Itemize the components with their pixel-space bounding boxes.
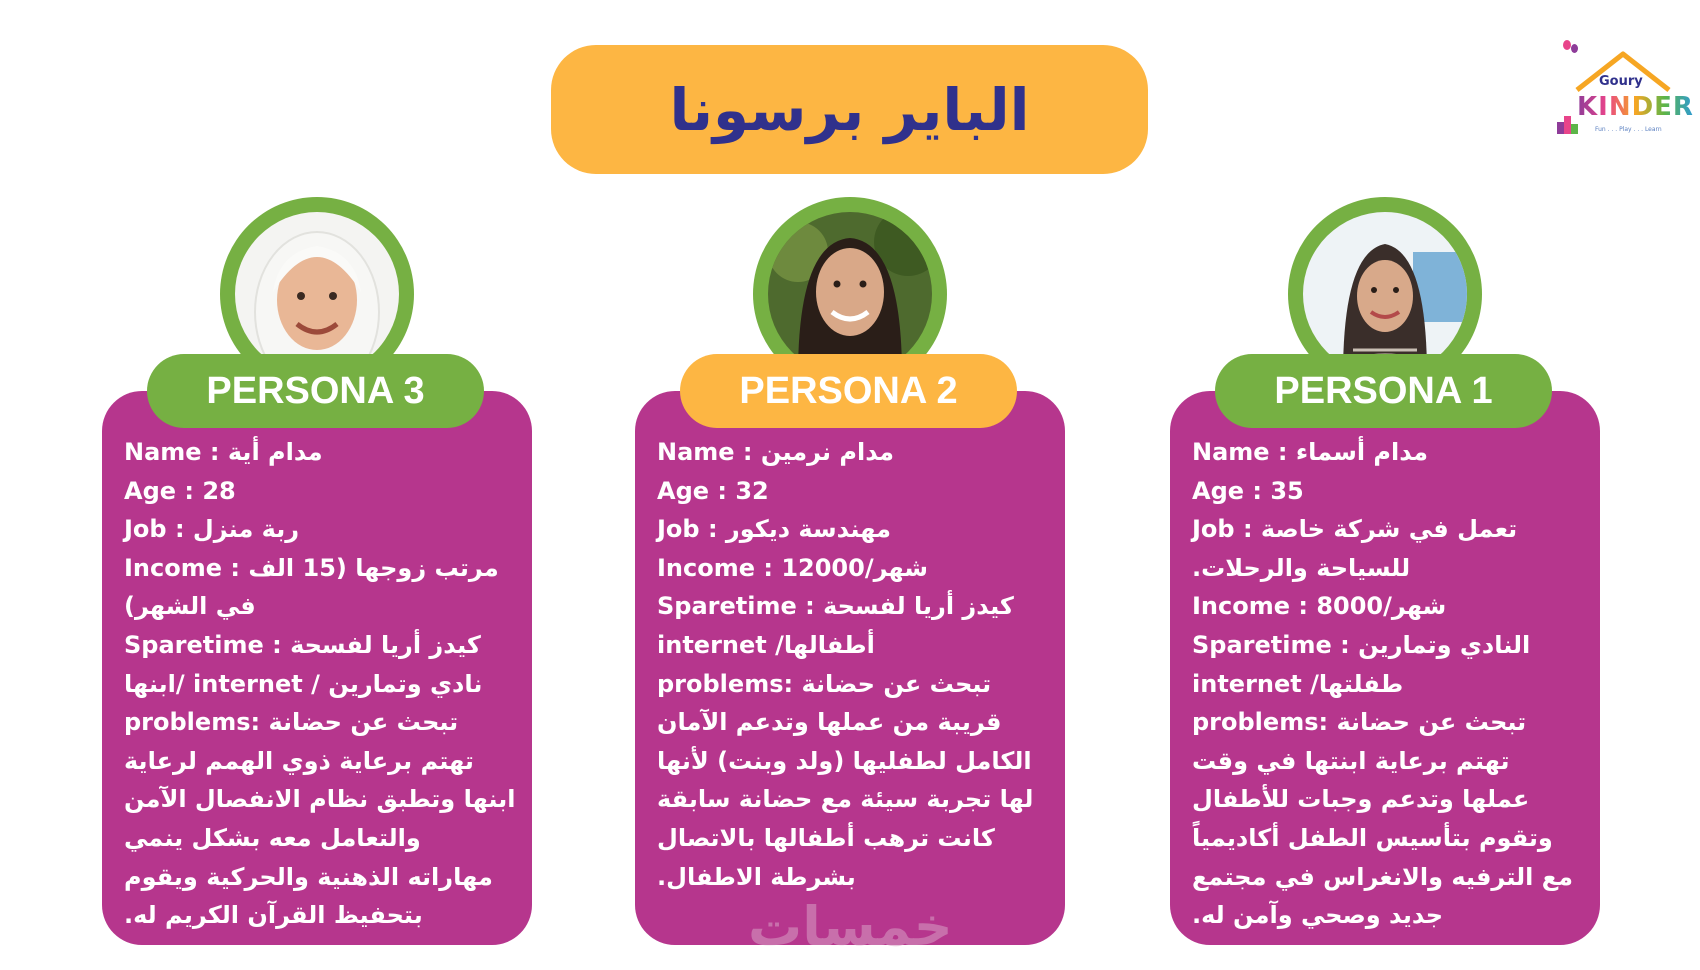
- detail-line: Name : مدام أسماء: [1192, 438, 1428, 466]
- detail-line: في الشهر): [124, 592, 256, 621]
- detail-line: الكامل لطفليها (ولد وبنت) لأنها: [657, 746, 1032, 775]
- detail-line: Sparetime : كيدز أريا لفسحة: [657, 592, 1014, 621]
- detail-line: قريبة من عملها وتدعم الآمان: [657, 708, 1002, 737]
- detail-line: Age : 32: [657, 476, 769, 505]
- detail-line: جديد وصحي وآمن له.: [1192, 901, 1444, 930]
- logo-word-goury: Goury: [1599, 74, 1643, 89]
- logo-tagline: Fun . . . Play . . . Learn: [1595, 126, 1662, 133]
- detail-line: طفلتها/ internet: [1192, 669, 1404, 698]
- detail-line: Income : 12000/شهر: [657, 553, 928, 582]
- persona-label-pill: [680, 354, 1017, 428]
- detail-line: عملها وتدعم وجبات للأطفال: [1192, 785, 1530, 814]
- persona-label-pill: [1215, 354, 1552, 428]
- toy-blocks-icon: [1557, 112, 1579, 134]
- detail-line: تهتم برعاية ذوي الهمم لرعاية: [124, 746, 474, 775]
- detail-line: مع الترفيه والانغراس في مجتمع: [1192, 862, 1573, 891]
- persona-label: PERSONA 1: [1274, 369, 1493, 412]
- persona-1-panel: [1170, 197, 1600, 955]
- persona-details: [124, 433, 524, 935]
- detail-line: نادي وتمارين / internet /ابنها: [124, 669, 483, 698]
- detail-line: Job : مهندسة ديكور: [657, 515, 891, 544]
- persona-2-panel: [635, 197, 1065, 955]
- detail-line: Job : ربة منزل: [124, 515, 300, 544]
- title-banner: [551, 45, 1148, 174]
- detail-line: تهتم برعاية ابنتها في وقت: [1192, 746, 1510, 775]
- goury-kinder-logo: [1555, 40, 1694, 140]
- persona-label: PERSONA 2: [739, 369, 958, 412]
- page-title: الباير برسونا: [669, 75, 1030, 144]
- detail-line: Sparetime : النادي وتمارين: [1192, 630, 1531, 659]
- detail-line: والتعامل معه بشكل ينمي: [124, 823, 421, 852]
- detail-line: Age : 35: [1192, 476, 1304, 505]
- detail-line: Income : مرتب زوجها (15 الف: [124, 553, 499, 582]
- detail-line: كانت ترهب أطفالها بالاتصال: [657, 823, 995, 852]
- detail-line: Name : مدام أية: [124, 438, 323, 466]
- detail-line: وتقوم بتأسيس الطفل أكاديمياً: [1192, 823, 1553, 852]
- avatar: [1303, 212, 1467, 376]
- detail-line: ابنها وتطبق نظام الانفصال الآمن: [124, 785, 516, 814]
- detail-line: Job : تعمل في شركة خاصة: [1192, 515, 1518, 544]
- persona-label-pill: [147, 354, 484, 428]
- detail-line: problems: تبحث عن حضانة: [1192, 708, 1527, 737]
- logo-word-kinder: KINDER: [1577, 92, 1694, 122]
- detail-line: Sparetime : كيدز أريا لفسحة: [124, 630, 481, 659]
- detail-line: أطفالها/ internet: [657, 630, 875, 659]
- persona-details: [1192, 433, 1592, 935]
- detail-line: بشرطة الاطفال.: [657, 862, 856, 891]
- detail-line: Name : مدام نرمين: [657, 438, 894, 466]
- detail-line: مهاراته الذهنية والحركية ويقوم: [124, 862, 493, 891]
- persona-3-panel: [102, 197, 532, 955]
- detail-line: للسياحة والرحلات.: [1192, 553, 1411, 582]
- balloon-icon: [1563, 40, 1571, 50]
- detail-line: بتحفيظ القرآن الكريم له.: [124, 901, 423, 930]
- detail-line: لها تجربة سيئة مع حضانة سابقة: [657, 785, 1034, 814]
- detail-line: Income : 8000/شهر: [1192, 592, 1447, 621]
- detail-line: problems: تبحث عن حضانة: [657, 669, 992, 698]
- avatar: [235, 212, 399, 376]
- persona-label: PERSONA 3: [206, 369, 425, 412]
- detail-line: problems: تبحث عن حضانة: [124, 708, 459, 737]
- watermark: خمسات: [748, 895, 953, 958]
- avatar: [768, 212, 932, 376]
- detail-line: Age : 28: [124, 476, 236, 505]
- persona-details: [657, 433, 1057, 896]
